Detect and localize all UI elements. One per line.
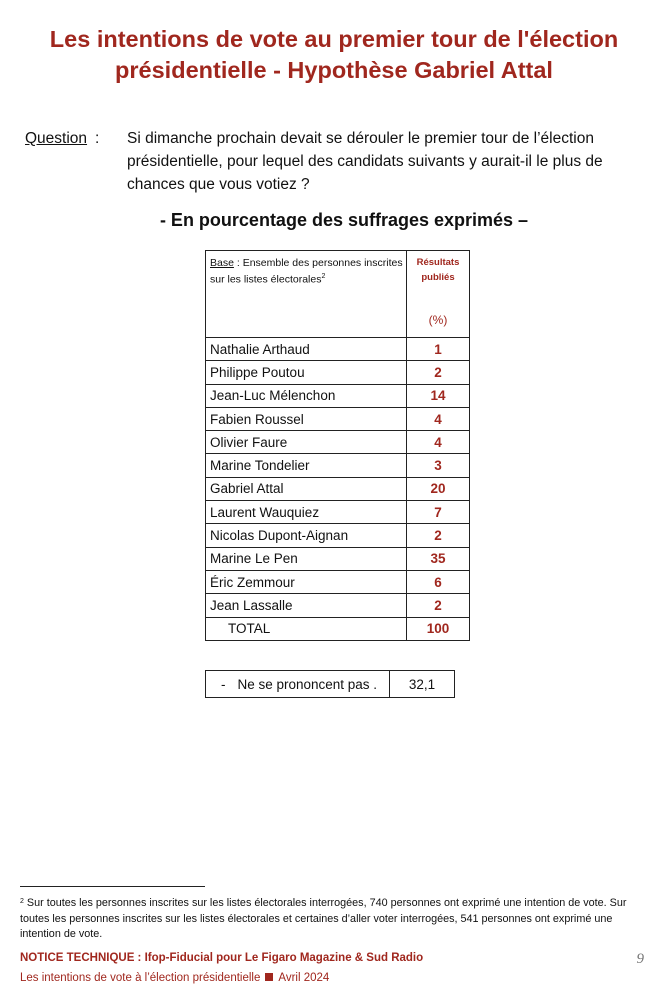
table-row (206, 431, 470, 454)
table-row (206, 407, 470, 430)
footnote-divider (20, 886, 205, 887)
results-header-line-2: publiés (421, 272, 455, 283)
total-row (206, 617, 470, 640)
results-header-cell (407, 251, 470, 338)
footer-date: Avril 2024 (278, 972, 330, 984)
subtitle-text: - En pourcentage des suffrages exprimés – (159, 210, 529, 230)
candidate-score: 4 (407, 407, 470, 430)
footer-line (20, 972, 329, 984)
table-row (206, 477, 470, 500)
table-row (206, 501, 470, 524)
footer-left-text: Les intentions de vote à l’élection présidentielle (20, 972, 261, 984)
candidate-name: Éric Zemmour (206, 570, 407, 593)
page-title-line-2: présidentielle - Hypothèse Gabriel Attal (115, 57, 553, 83)
candidate-score: 7 (407, 501, 470, 524)
table-row (206, 361, 470, 384)
candidate-score: 2 (407, 594, 470, 617)
no-opinion-label: Ne se prononcent pas . (237, 676, 378, 692)
table-row (206, 338, 470, 361)
no-opinion-row (206, 671, 455, 698)
table-row (206, 547, 470, 570)
footnote-text: Sur toutes les personnes inscrites sur les listes électorales interrogées, 740 personnes ont exprimé une intention de vote. Sur toutes les personnes inscrites sur les listes électorales et certaines d’aller voter interrogées, 541 personnes ont exprimé une intention de vote. (20, 897, 627, 940)
question-text: Si dimanche prochain devait se dérouler le premier tour de l’élection présidentielle, pour lequel des candidats suivants y aurait-il le plus de chances que vous votiez ? (127, 130, 603, 193)
table-row (206, 454, 470, 477)
candidate-score: 35 (407, 547, 470, 570)
question-label: Question (25, 130, 88, 147)
results-header-line-1: Résultats (416, 257, 460, 268)
candidate-name: Gabriel Attal (206, 477, 407, 500)
candidate-score: 4 (407, 431, 470, 454)
base-cell (206, 251, 407, 338)
table-row (206, 570, 470, 593)
candidate-score: 3 (407, 454, 470, 477)
candidate-name: Jean Lassalle (206, 594, 407, 617)
candidate-score: 1 (407, 338, 470, 361)
candidate-score: 14 (407, 384, 470, 407)
footnote (20, 896, 645, 943)
page-number: 9 (636, 951, 644, 967)
candidate-name: Philippe Poutou (206, 361, 407, 384)
candidate-score: 20 (407, 477, 470, 500)
question-colon: : (95, 130, 100, 147)
page-title (0, 24, 668, 86)
candidate-name: Laurent Wauquiez (206, 501, 407, 524)
square-bullet-icon (265, 973, 273, 981)
table-row (206, 384, 470, 407)
candidate-name: Marine Le Pen (206, 547, 407, 570)
percent-unit: (%) (428, 313, 448, 327)
results-table (205, 250, 470, 641)
base-footnote-ref: 2 (321, 273, 326, 280)
candidate-name: Jean-Luc Mélenchon (206, 384, 407, 407)
no-opinion-dash: - (220, 676, 226, 692)
subtitle (0, 210, 668, 231)
candidate-score: 2 (407, 524, 470, 547)
no-opinion-value: 32,1 (390, 671, 455, 698)
total-value: 100 (407, 617, 470, 640)
base-label: Base (210, 257, 234, 269)
table-row (206, 524, 470, 547)
no-opinion-label-cell (206, 671, 390, 698)
candidate-name: Nathalie Arthaud (206, 338, 407, 361)
candidate-name: Nicolas Dupont-Aignan (206, 524, 407, 547)
candidate-score: 6 (407, 570, 470, 593)
candidate-name: Fabien Roussel (206, 407, 407, 430)
base-text: : Ensemble des personnes inscrites sur les listes électorales (210, 257, 403, 286)
no-opinion-table (205, 670, 455, 698)
candidate-name: Olivier Faure (206, 431, 407, 454)
total-label: TOTAL (206, 617, 407, 640)
table-header-row (206, 251, 470, 338)
technical-notice: NOTICE TECHNIQUE : Ifop-Fiducial pour Le Figaro Magazine & Sud Radio (20, 952, 424, 964)
candidate-name: Marine Tondelier (206, 454, 407, 477)
table-row (206, 594, 470, 617)
footnote-number: 2 (20, 898, 24, 905)
candidate-score: 2 (407, 361, 470, 384)
page-title-line-1: Les intentions de vote au premier tour de l'élection (49, 26, 619, 52)
